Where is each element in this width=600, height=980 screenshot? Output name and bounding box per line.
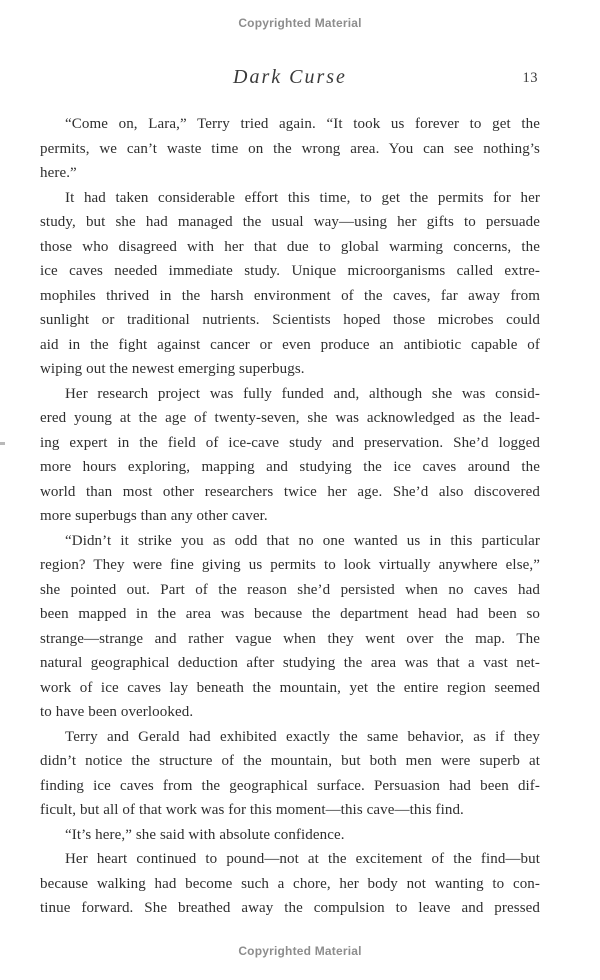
copyright-notice-top: Copyrighted Material [238, 16, 362, 30]
text-line: she pointed out. Part of the reason she’d persisted when no caves had [40, 581, 540, 598]
text-line: region? They were fine giving us permits to look virtually anywhere else,” [40, 557, 540, 573]
text-line: to have been overlooked. [40, 704, 194, 720]
text-line: mophiles thrived in the harsh environment of the caves, far away from [40, 287, 540, 304]
text-line: didn’t notice the structure of the mountain, but both men were superb at [40, 753, 540, 769]
text-line: more superbugs than any other caver. [40, 508, 268, 524]
text-line: more hours exploring, mapping and studying the ice caves around the [40, 459, 540, 475]
text-line: “Come on, Lara,” Terry tried again. “It took us forever to get the [65, 116, 540, 132]
text-line: ing expert in the field of ice-cave study and preservation. She’d logged [40, 434, 540, 451]
text-line: work of ice caves lay beneath the mountain, yet the entire region seemed [40, 679, 540, 696]
text-line: tinue forward. She breathed away the compulsion to leave and pressed [40, 900, 540, 916]
text-line: sunlight or traditional nutrients. Scientists hoped those microbes could [40, 312, 540, 328]
body-text [40, 112, 540, 921]
page-number: 13 [522, 70, 538, 86]
text-line: ficult, but all of that work was for this moment—this cave—this find. [40, 802, 464, 818]
text-line: permits, we can’t waste time on the wrong area. You can see nothing’s [40, 140, 540, 157]
copyright-notice-bottom: Copyrighted Material [238, 944, 362, 958]
running-head [40, 66, 540, 94]
book-title: Dark Curse [233, 66, 347, 88]
text-line: strange—strange and rather vague when they went over the map. The [40, 630, 540, 647]
scan-artifact-mark [0, 442, 5, 445]
text-line: ice caves needed immediate study. Unique microorganisms called extre- [40, 263, 540, 279]
text-line: ered young at the age of twenty-seven, she was acknowledged as the lead- [40, 410, 540, 426]
text-line: natural geographical deduction after studying the area was that a vast net- [40, 655, 540, 671]
text-line: world than most other researchers twice her age. She’d also discovered [40, 483, 540, 500]
text-line: It had taken considerable effort this time, to get the permits for her [65, 189, 540, 206]
text-line: wiping out the newest emerging superbugs. [40, 361, 305, 377]
text-line: because walking had become such a chore, her body not wanting to con- [40, 875, 540, 892]
text-line: “Didn’t it strike you as odd that no one wanted us in this particular [65, 532, 540, 549]
text-line: Her heart continued to pound—not at the excitement of the find—but [65, 851, 540, 867]
text-line: those who disagreed with her that due to global warming concerns, the [40, 238, 540, 255]
text-line: “It’s here,” she said with absolute confidence. [65, 826, 345, 843]
text-line: here.” [40, 165, 77, 181]
text-line: study, but she had managed the usual way—using her gifts to persuade [40, 214, 540, 230]
text-line: aid in the fight against cancer or even produce an antibiotic capable of [40, 336, 540, 353]
text-line: Her research project was fully funded and, although she was consid- [65, 385, 540, 402]
text-line: Terry and Gerald had exhibited exactly the same behavior, as if they [65, 728, 540, 745]
text-line: finding ice caves from the geographical surface. Persuasion had been dif- [40, 777, 540, 794]
text-line: been mapped in the area was because the department head had been so [40, 606, 540, 622]
